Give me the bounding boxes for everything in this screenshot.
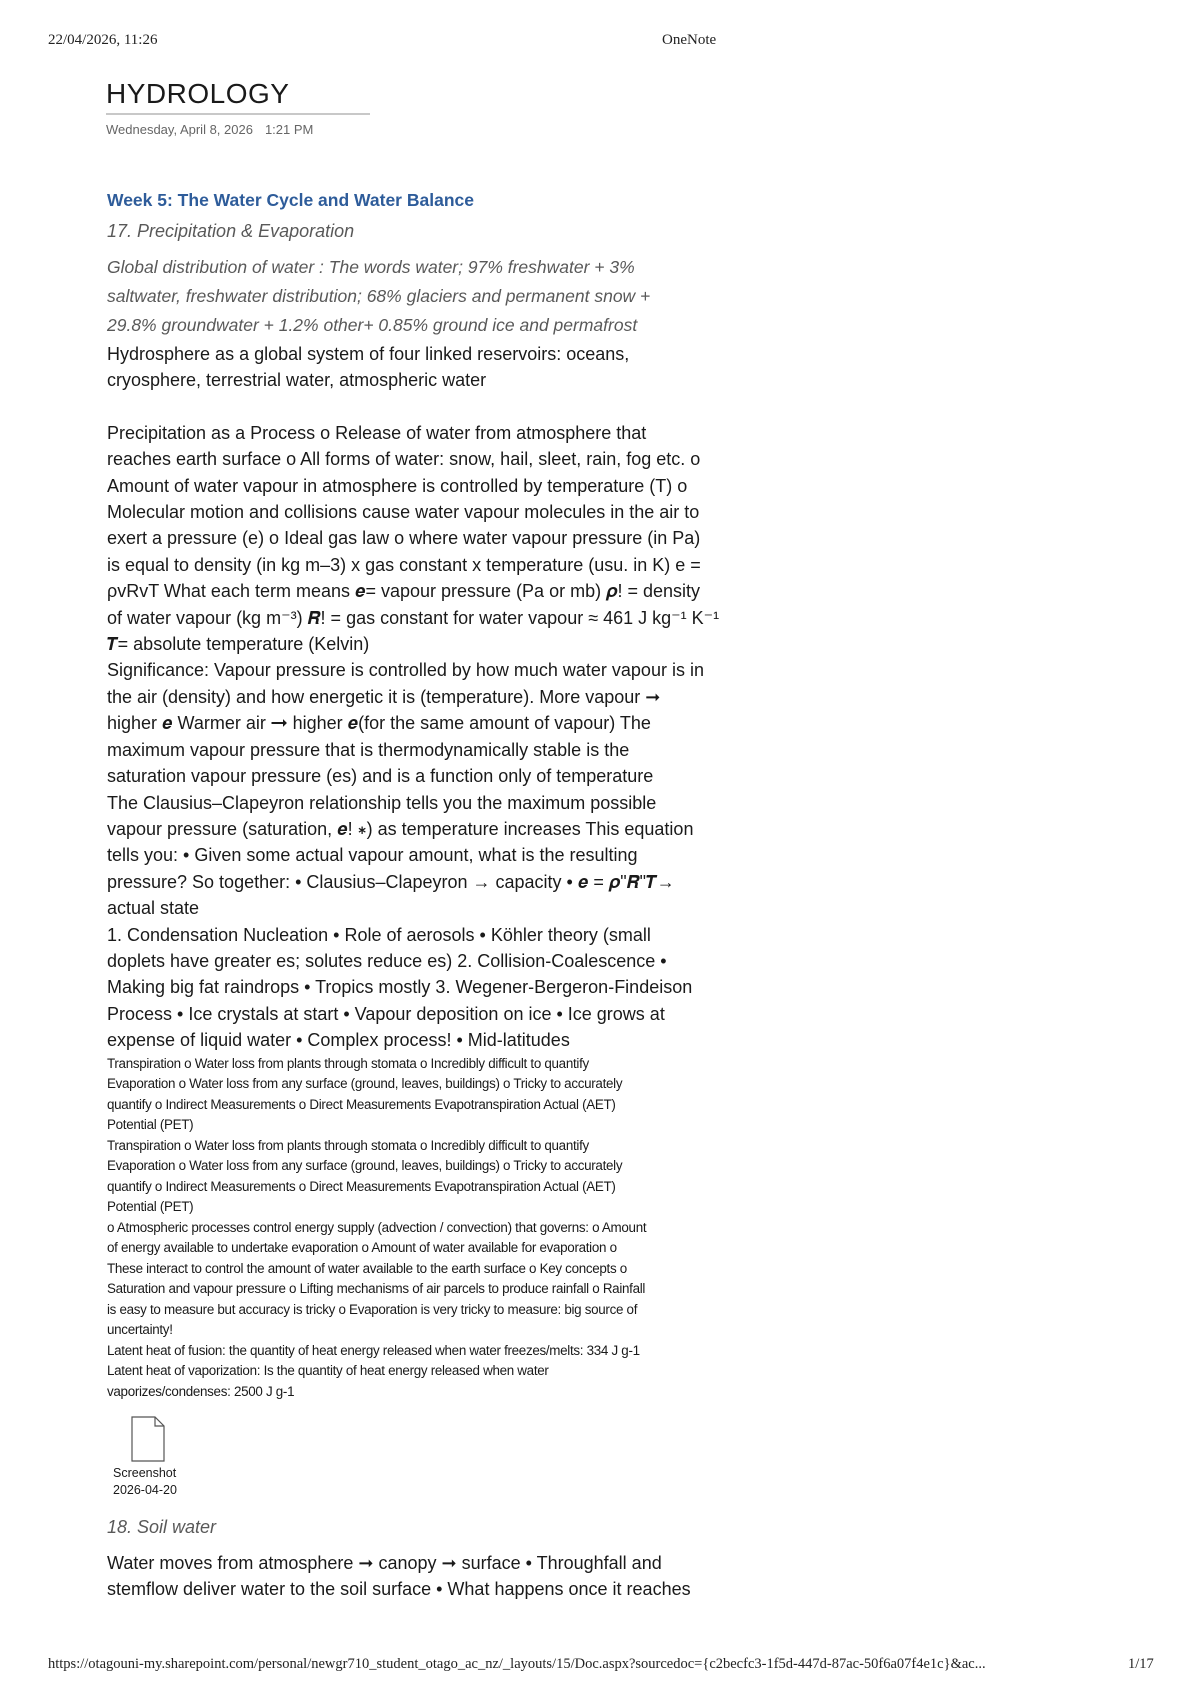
body-line: pressure? So together: • Clausius–Clapeyron → capacity • 𝒆 = 𝝆"𝑹"𝑻→ xyxy=(107,871,675,892)
print-header-app-name: OneNote xyxy=(662,32,717,48)
hydrosphere-paragraph xyxy=(107,341,767,394)
precipitation-paragraph xyxy=(107,420,767,1054)
body-line: 1. Condensation Nucleation • Role of aerosols • Köhler theory (small xyxy=(107,924,651,945)
small-line: Potential (PET) xyxy=(107,1199,194,1215)
attachment-label xyxy=(113,1465,183,1499)
body-line: saturation vapour pressure (es) and is a function only of temperature xyxy=(107,766,654,787)
body-line: is equal to density (in kg m–3) x gas constant x temperature (usu. in K) e = xyxy=(107,554,701,575)
small-line: of energy available to undertake evaporation o Amount of water available for evaporation o xyxy=(107,1240,617,1256)
small-line: Transpiration o Water loss from plants through stomata o Incredibly difficult to quantify xyxy=(107,1055,589,1071)
global-distribution-paragraph xyxy=(107,254,767,339)
body-line: doplets have greater es; solutes reduce es) 2. Collision-Coalescence • xyxy=(107,950,667,971)
body-line: higher 𝒆 Warmer air ➞ higher 𝒆(for the same amount of vapour) The xyxy=(107,713,651,734)
screenshot-attachment[interactable] xyxy=(113,1416,183,1499)
body-line: vapour pressure (saturation, 𝒆! ∗) as temperature increases This equation xyxy=(107,818,694,839)
created-date: Wednesday, April 8, 2026 xyxy=(106,122,253,137)
body-line: tells you: • Given some actual vapour amount, what is the resulting xyxy=(107,845,638,866)
italic-line: Global distribution of water : The words water; 97% freshwater + 3% xyxy=(107,257,635,277)
body-line: cryosphere, terrestrial water, atmospheric water xyxy=(107,370,487,391)
file-icon xyxy=(131,1416,165,1462)
body-line: exert a pressure (e) o Ideal gas law o where water vapour pressure (in Pa) xyxy=(107,528,701,549)
small-line: Latent heat of fusion: the quantity of heat energy released when water freezes/melts: 334 J g-1 xyxy=(107,1342,640,1358)
page-title: HYDROLOGY xyxy=(106,78,290,109)
body-line: reaches earth surface o All forms of water: snow, hail, sleet, rain, fog etc. o xyxy=(107,449,701,470)
body-line: Water moves from atmosphere ➞ canopy ➞ surface • Throughfall and xyxy=(107,1553,662,1574)
body-line: expense of liquid water • Complex process! • Mid-latitudes xyxy=(107,1030,570,1051)
subheading-soil-water: 18. Soil water xyxy=(107,1517,217,1538)
italic-line: saltwater, freshwater distribution; 68% glaciers and permanent snow + xyxy=(107,286,651,306)
small-line: Evaporation o Water loss from any surface (ground, leaves, buildings) o Tricky to accurately xyxy=(107,1076,623,1092)
small-line: uncertainty! xyxy=(107,1322,173,1338)
small-line: is easy to measure but accuracy is tricky o Evaporation is very tricky to measure: big source of xyxy=(107,1301,638,1317)
body-line: the air (density) and how energetic it is (temperature). More vapour ➞ xyxy=(107,686,661,707)
print-header-datetime: 22/04/2026, 11:26 xyxy=(48,32,158,48)
body-line: Hydrosphere as a global system of four linked reservoirs: oceans, xyxy=(107,344,630,364)
soil-water-paragraph xyxy=(107,1550,767,1603)
week-heading: Week 5: The Water Cycle and Water Balance xyxy=(107,190,474,210)
small-line: Potential (PET) xyxy=(107,1117,194,1133)
page-created-timestamp xyxy=(106,122,325,137)
small-line: vaporizes/condenses: 2500 J g-1 xyxy=(107,1383,295,1399)
small-line: Latent heat of vaporization: Is the quantity of heat energy released when water xyxy=(107,1363,549,1379)
small-line: quantify o Indirect Measurements o Direct Measurements Evapotranspiration Actual (AET) xyxy=(107,1096,616,1112)
small-line: o Atmospheric processes control energy supply (advection / convection) that governs: o Amount xyxy=(107,1219,647,1235)
paragraph-spacer xyxy=(107,394,767,420)
print-footer-page-number: 1/17 xyxy=(1128,1656,1154,1672)
italic-line: 29.8% groundwater + 1.2% other+ 0.85% ground ice and permafrost xyxy=(107,315,638,335)
body-line: Precipitation as a Process o Release of water from atmosphere that xyxy=(107,422,647,443)
attachment-label-line: 2026-04-20 xyxy=(113,1483,177,1498)
created-time: 1:21 PM xyxy=(264,122,314,137)
body-line: The Clausius–Clapeyron relationship tells you the maximum possible xyxy=(107,792,657,813)
body-line: stemflow deliver water to the soil surface • What happens once it reaches xyxy=(107,1579,691,1600)
body-line: Significance: Vapour pressure is controlled by how much water vapour is in xyxy=(107,660,704,681)
subheading-precipitation-evaporation: 17. Precipitation & Evaporation xyxy=(107,221,355,241)
body-line: maximum vapour pressure that is thermodynamically stable is the xyxy=(107,739,630,760)
small-line: Transpiration o Water loss from plants through stomata o Incredibly difficult to quantify xyxy=(107,1137,589,1153)
print-footer-url: https://otagouni-my.sharepoint.com/personal/newgr710_student_otago_ac_nz/_layouts/15/Doc.aspx?sourcedoc={c2becfc3-1f5d-447d-87ac-50f6a07f4e1c}&ac... xyxy=(48,1656,986,1672)
body-line: actual state xyxy=(107,898,200,919)
small-text-block xyxy=(107,1054,767,1403)
body-line: Process • Ice crystals at start • Vapour deposition on ice • Ice grows at xyxy=(107,1003,665,1024)
body-line: 𝑻= absolute temperature (Kelvin) xyxy=(107,634,370,655)
small-line: These interact to control the amount of water available to the earth surface o Key concepts o xyxy=(107,1260,627,1276)
small-line: Evaporation o Water loss from any surface (ground, leaves, buildings) o Tricky to accurately xyxy=(107,1158,623,1174)
body-line: Molecular motion and collisions cause water vapour molecules in the air to xyxy=(107,502,700,523)
attachment-label-line: Screenshot xyxy=(113,1466,177,1481)
small-line: Saturation and vapour pressure o Lifting mechanisms of air parcels to produce rainfall o Rainfall xyxy=(107,1281,646,1297)
body-line: ρvRvT What each term means 𝒆= vapour pressure (Pa or mb) 𝝆! = density xyxy=(107,581,701,602)
body-line: of water vapour (kg m⁻³) 𝑹! = gas constant for water vapour ≈ 461 J kg⁻¹ K⁻¹ xyxy=(107,607,720,628)
note-content xyxy=(107,190,767,1603)
title-underline xyxy=(106,113,370,115)
body-line: Making big fat raindrops • Tropics mostly 3. Wegener-Bergeron-Findeison xyxy=(107,977,693,998)
small-line: quantify o Indirect Measurements o Direct Measurements Evapotranspiration Actual (AET) xyxy=(107,1178,616,1194)
body-line: Amount of water vapour in atmosphere is controlled by temperature (T) o xyxy=(107,475,688,496)
